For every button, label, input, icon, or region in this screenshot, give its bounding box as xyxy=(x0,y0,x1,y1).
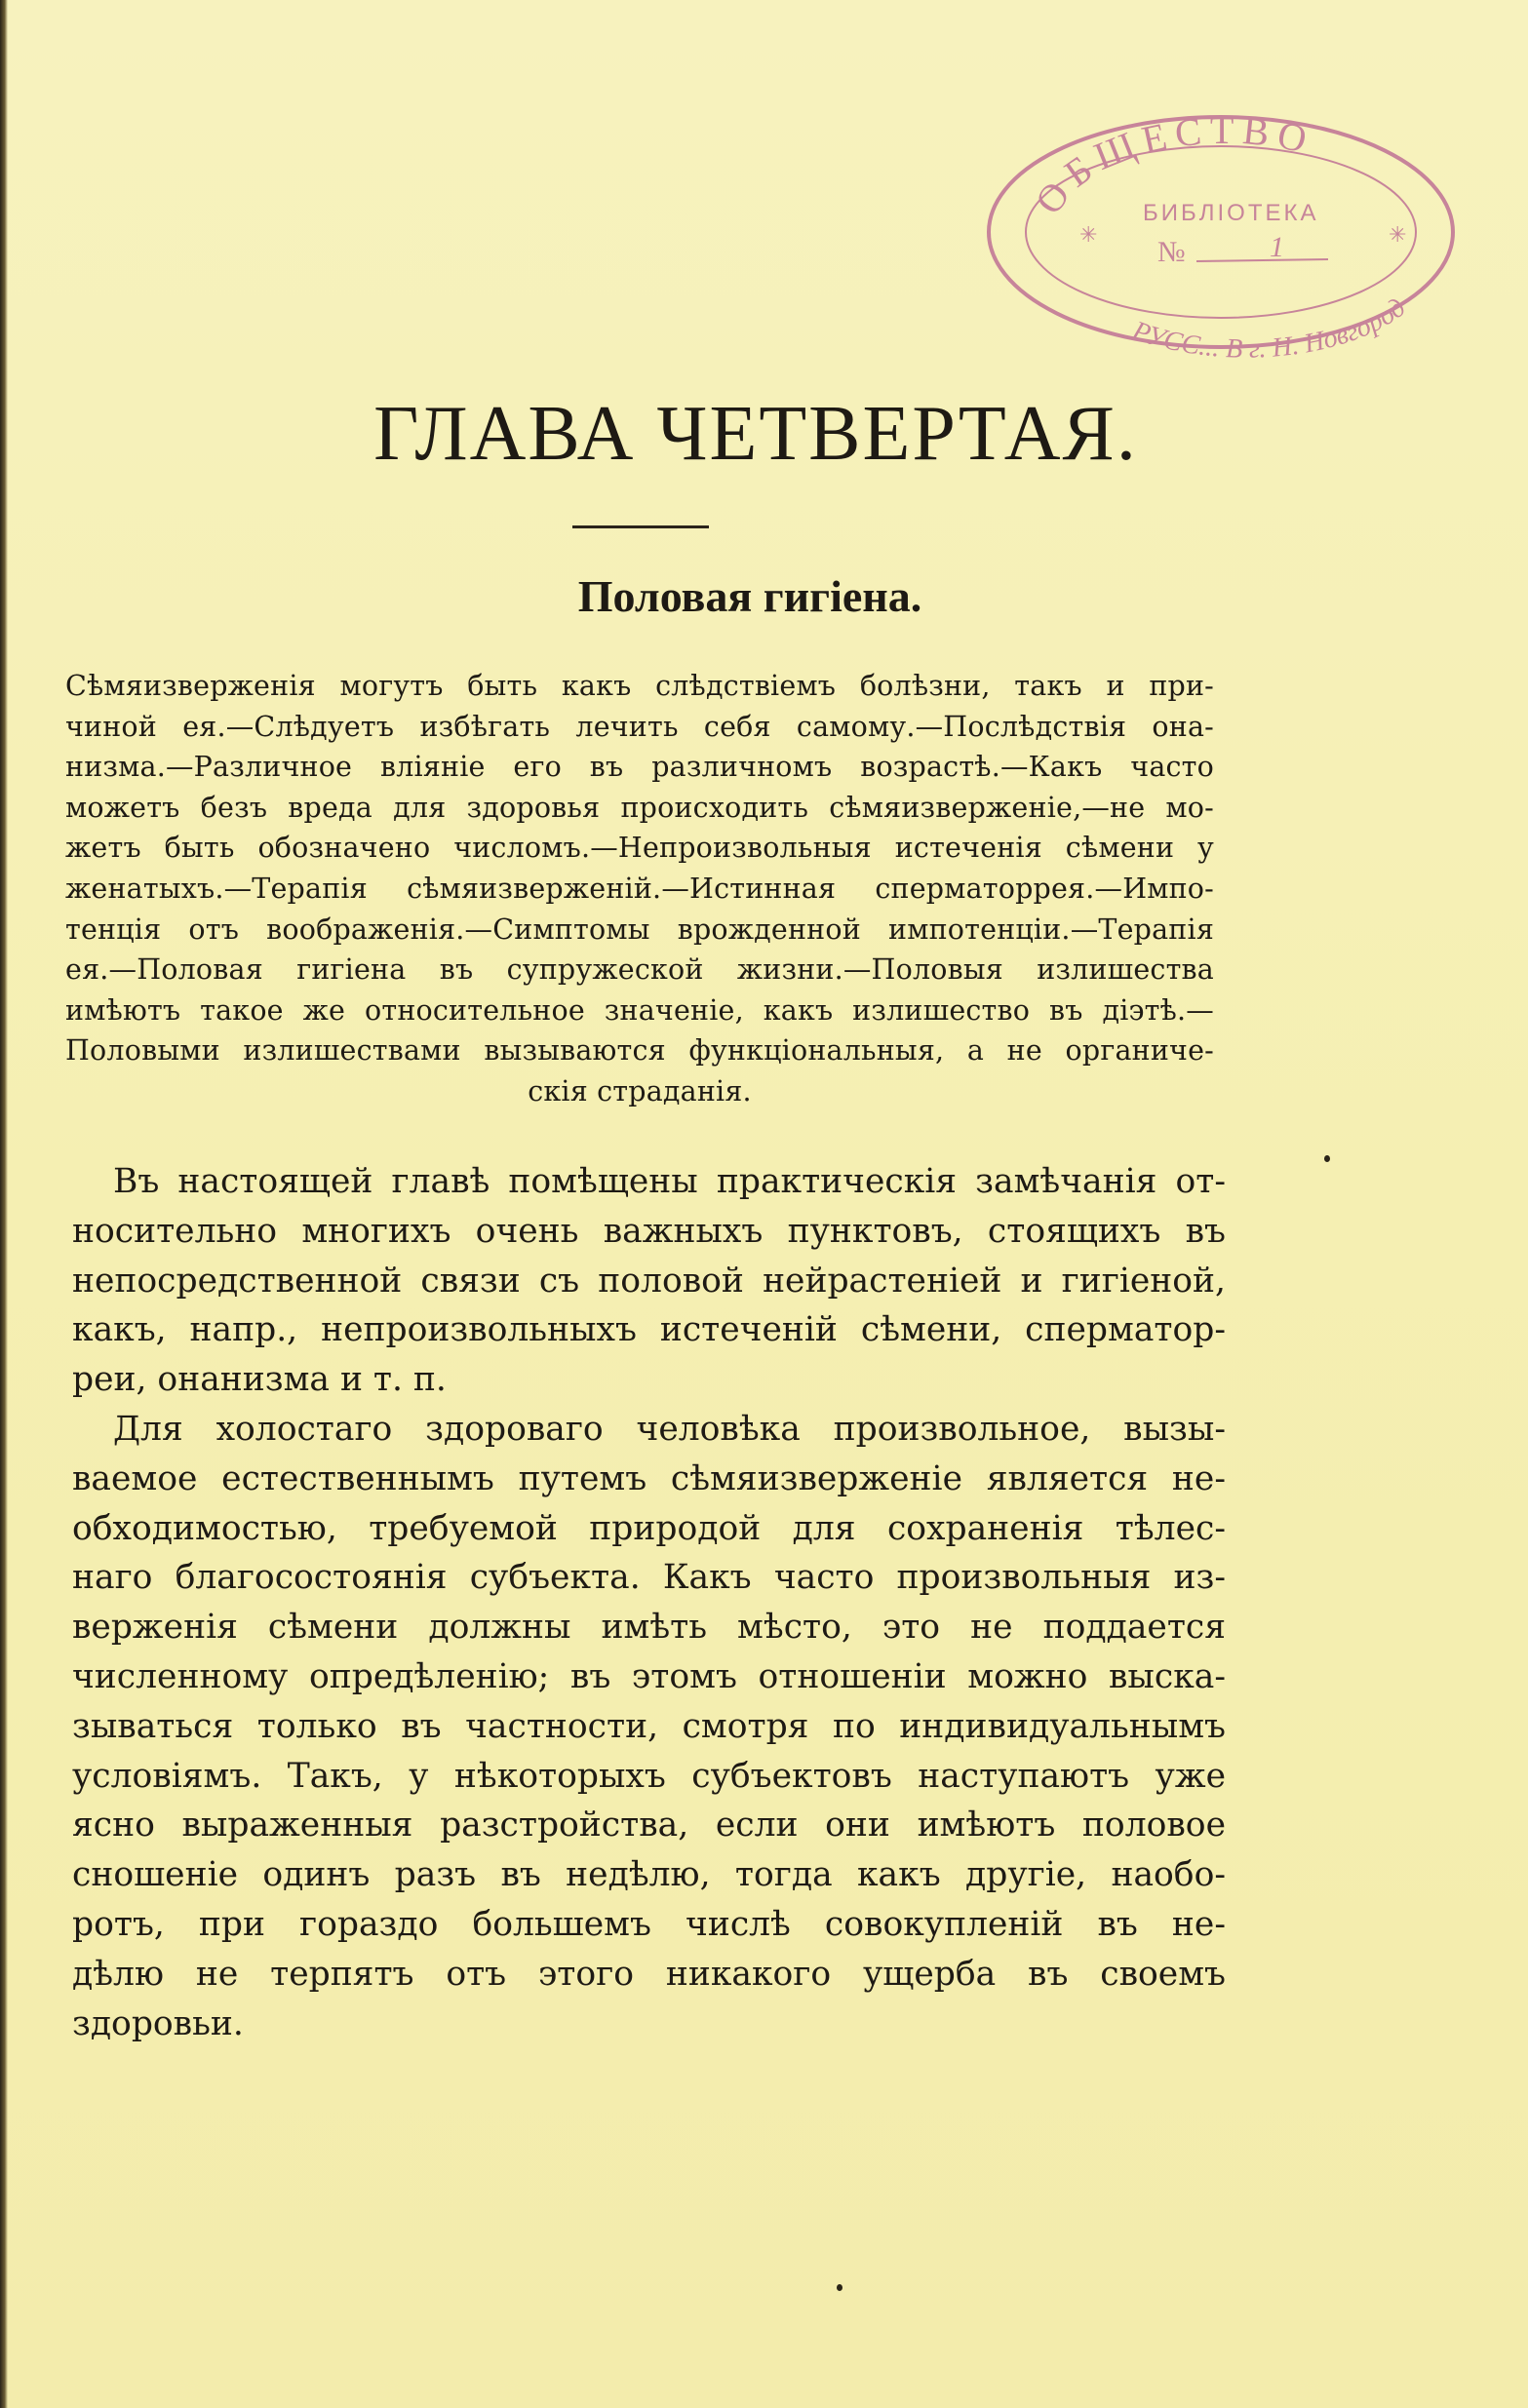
paragraph-2-line: ясно выраженныя разстройства, если они имѣютъ половое xyxy=(72,1806,1226,1845)
summary-line: женатыхъ.—Терапія сѣмяизверженій.—Истинная сперматоррея.—Импо- xyxy=(65,872,1214,905)
stamp-number-line xyxy=(1196,259,1328,261)
summary-line: низма.—Различное вліяніе его въ различномъ возрастѣ.—Какъ часто xyxy=(65,751,1214,784)
stamp-bottom-text: РУСС... В г. Н. Новгород xyxy=(1128,291,1412,361)
chapter-summary xyxy=(65,666,1214,1112)
library-stamp-graphic xyxy=(977,105,1463,361)
chapter-title: ГЛАВА ЧЕТВЕРТАЯ. xyxy=(373,391,1138,477)
paragraph-2-line: верженія сѣмени должны имѣть мѣсто, это не поддается xyxy=(72,1608,1226,1648)
ink-speck xyxy=(837,2284,842,2291)
summary-line: чиной ея.—Слѣдуетъ избѣгать лечить себя самому.—Послѣдствія она- xyxy=(65,710,1214,743)
paragraph-2-line: дѣлю не терпятъ отъ этого никакого ущерба въ своемъ xyxy=(72,1954,1226,1994)
paragraph-2-line: обходимостью, требуемой природой для сохраненія тѣлес- xyxy=(72,1508,1226,1548)
summary-line: ея.—Половая гигіена въ супружеской жизни.—Половыя излишества xyxy=(65,953,1214,987)
stamp-star-left-icon: ✳ xyxy=(1079,222,1098,247)
paragraph-1-line: какъ, напр., непроизвольныхъ истеченій сѣмени, сперматор- xyxy=(72,1310,1226,1350)
stamp-star-right-icon: ✳ xyxy=(1389,222,1407,247)
page-edge-shadow xyxy=(0,0,8,2408)
stamp-middle-text: БИБЛІОТЕКА xyxy=(1143,200,1319,226)
summary-line: жетъ быть обозначено числомъ.—Непроизвольныя истеченія сѣмени у xyxy=(65,832,1214,865)
paragraph-1-line: реи, онанизма и т. п. xyxy=(72,1360,447,1400)
stamp-number-value: 1 xyxy=(1270,231,1284,263)
summary-line: можетъ безъ вреда для здоровья происходить сѣмяизверженіе,—не мо- xyxy=(65,791,1214,824)
summary-line: скія страданія. xyxy=(528,1074,752,1107)
summary-line: Половыми излишествами вызываются функціональныя, а не органиче- xyxy=(65,1034,1214,1068)
paragraph-1-line: носительно многихъ очень важныхъ пунктовъ, стоящихъ въ xyxy=(72,1211,1226,1251)
paragraph-2-line: ротъ, при гораздо большемъ числѣ совокупленій въ не- xyxy=(72,1904,1226,1944)
title-divider xyxy=(572,525,709,528)
paragraph-2-line: здоровьи. xyxy=(72,2003,244,2043)
stamp-top-text: ОБЩЕСТВО xyxy=(1026,107,1319,222)
summary-line: имѣютъ такое же относительное значеніе, какъ излишество въ діэтѣ.— xyxy=(65,993,1214,1027)
section-title: Половая гигіена. xyxy=(577,571,922,621)
paragraph-2-line: условіямъ. Такъ, у нѣкоторыхъ субъектовъ наступаютъ уже xyxy=(72,1756,1226,1796)
paragraph-2-line: ваемое естественнымъ путемъ сѣмяизверженіе является не- xyxy=(72,1458,1226,1498)
paragraph-2-line: численному опредѣленію; въ этомъ отношеніи можно выска- xyxy=(72,1656,1226,1696)
summary-line: тенція отъ воображенія.—Симптомы врожденной импотенціи.—Терапія xyxy=(65,913,1214,946)
summary-line: Сѣмяизверженія могутъ быть какъ слѣдствіемъ болѣзни, такъ и при- xyxy=(65,670,1214,702)
paragraph-2-line: сношеніе одинъ разъ въ недѣлю, тогда какъ другіе, наобо- xyxy=(72,1855,1226,1895)
paragraph-1-line: Въ настоящей главѣ помѣщены практическія замѣчанія от- xyxy=(113,1162,1226,1201)
paragraph-2-line: Для холостаго здороваго человѣка произвольное, вызы- xyxy=(113,1409,1226,1449)
body-text xyxy=(72,1157,1226,2048)
paragraph-1-line: непосредственной связи съ половой нейрастеніей и гигіеной, xyxy=(72,1261,1226,1301)
stamp-number-label: № xyxy=(1157,236,1186,268)
ink-speck xyxy=(1324,1155,1330,1162)
paragraph-2-line: зываться только въ частности, смотря по индивидуальнымъ xyxy=(72,1706,1226,1746)
paragraph-2-line: наго благосостоянія субъекта. Какъ часто произвольныя из- xyxy=(72,1558,1226,1598)
library-stamp xyxy=(977,105,1463,361)
